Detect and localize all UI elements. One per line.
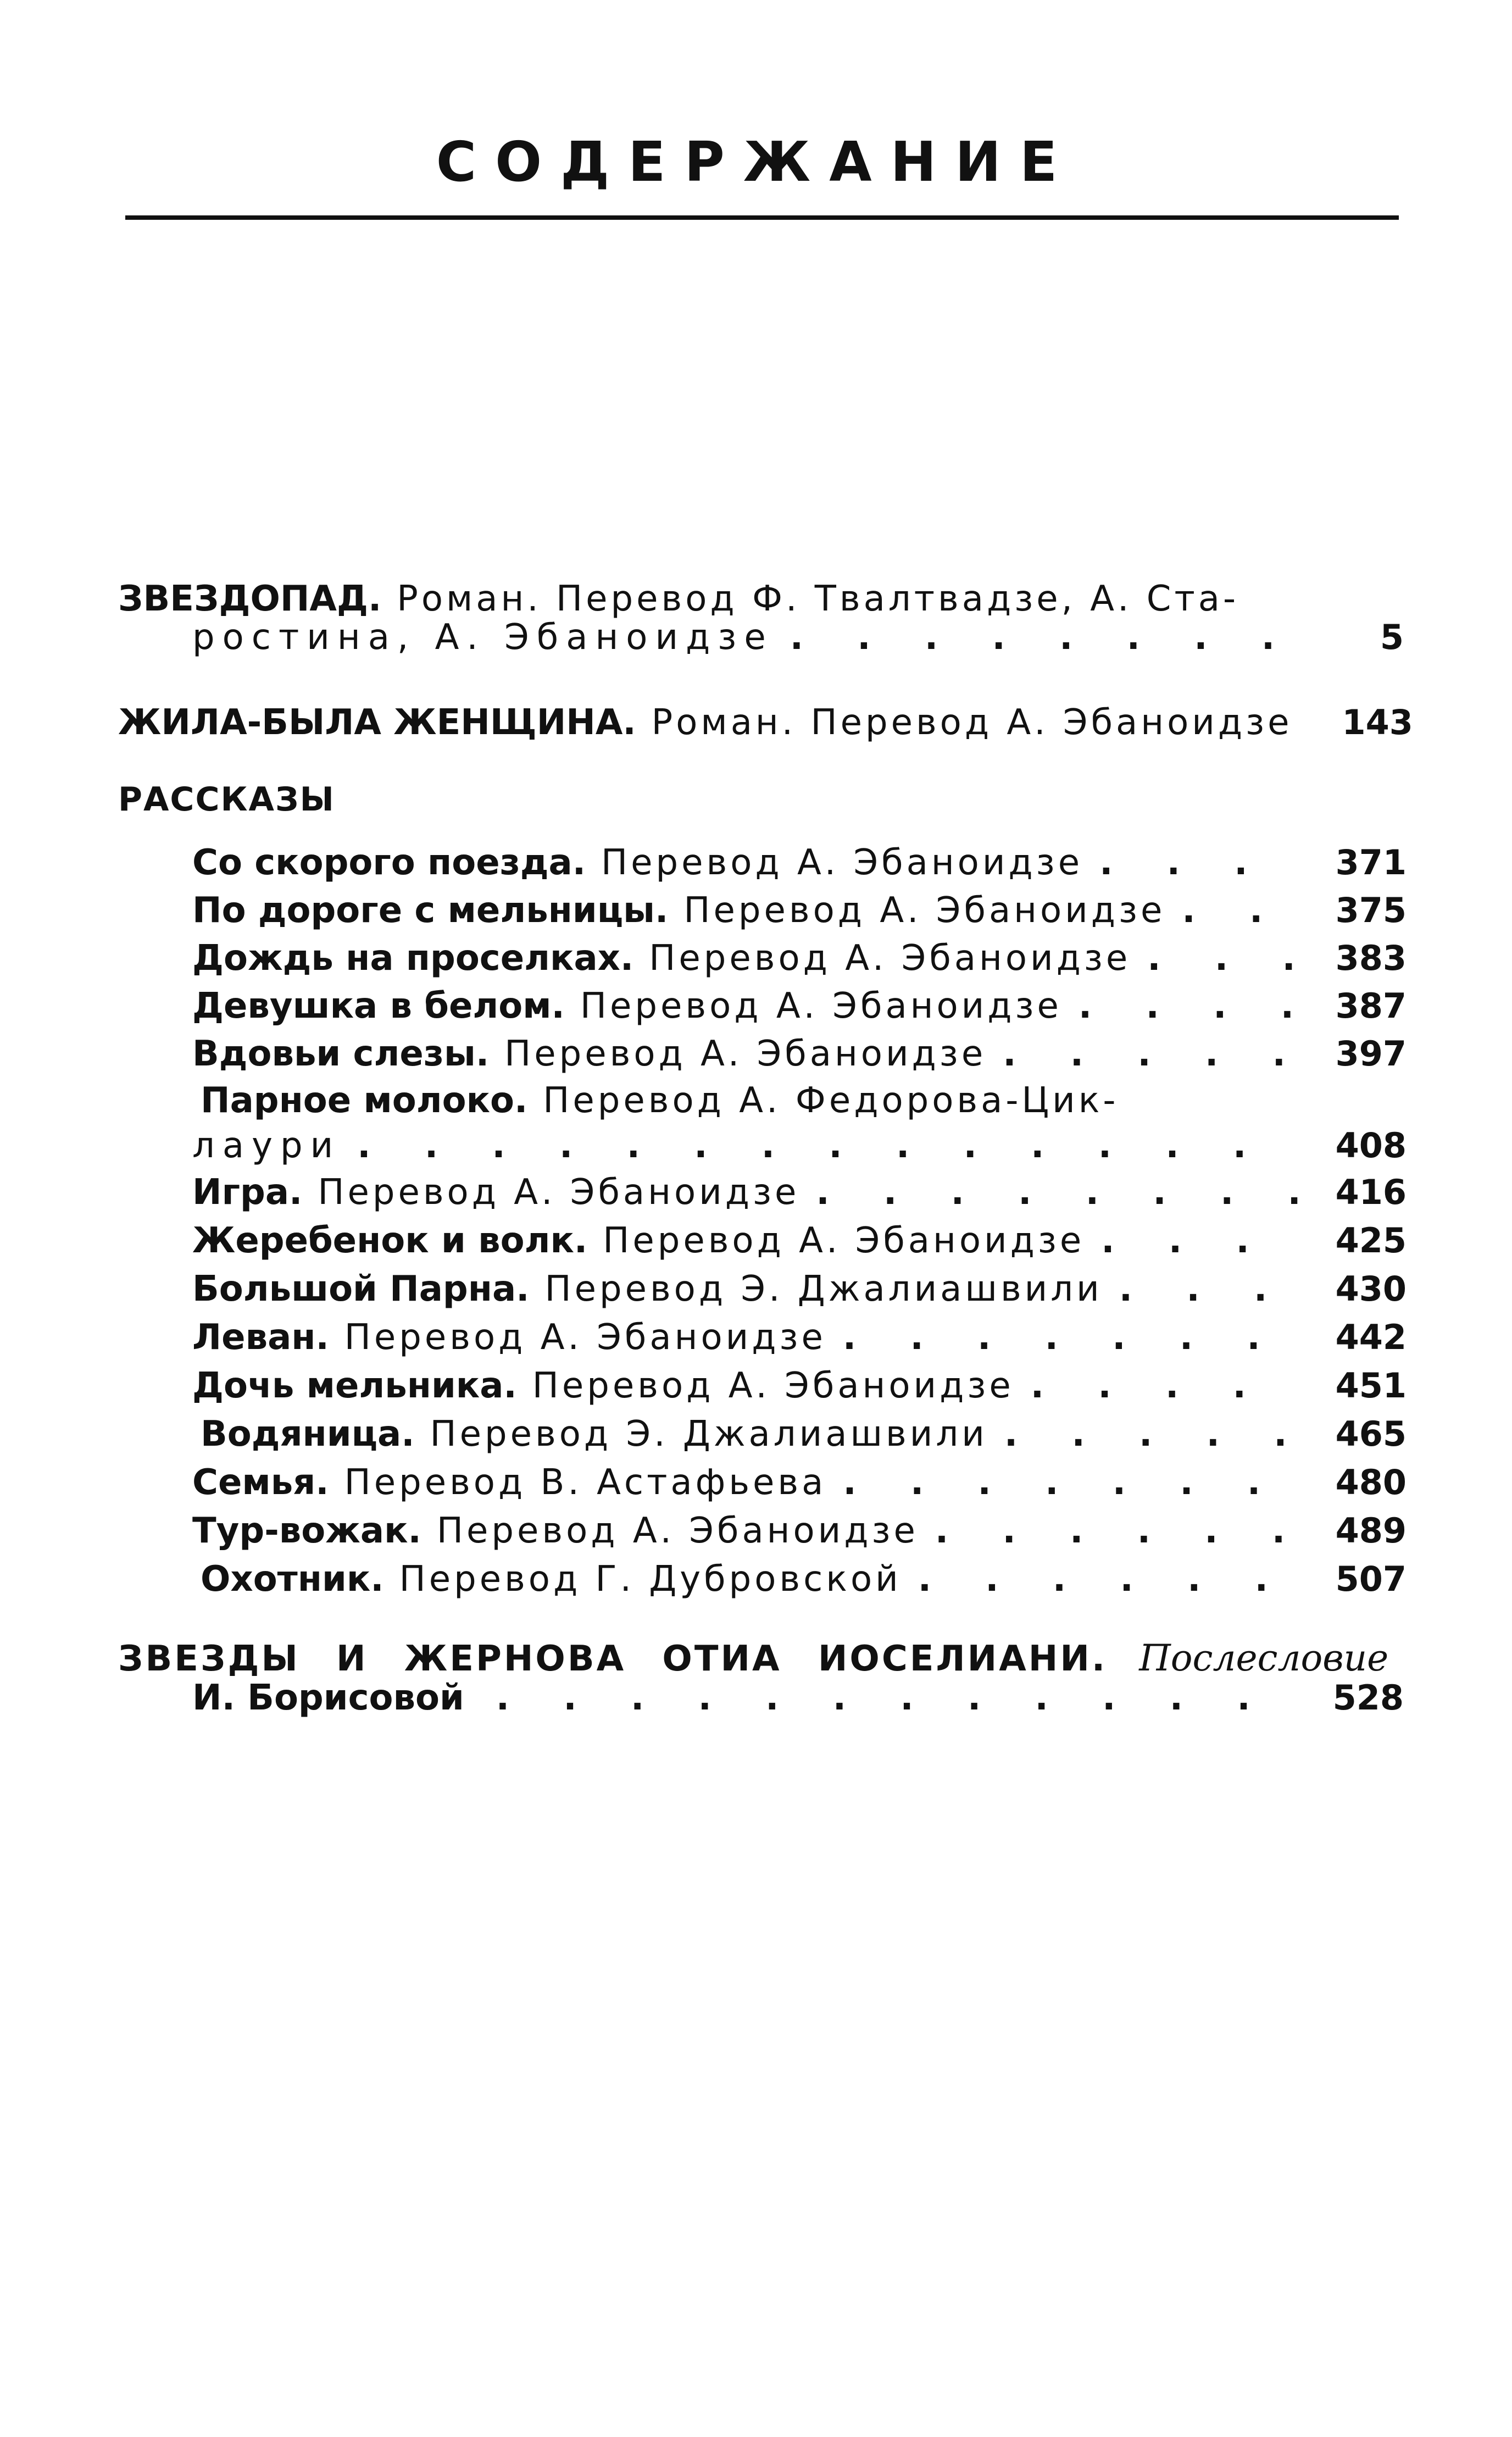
leader-dots [1031,1358,1303,1413]
story-translator: Перевод А. Эбаноидзе [318,1172,800,1213]
story-title: Игра. [192,1172,303,1213]
entry-text: Роман. Перевод Ф. Твалтвадзе, А. Ста- [397,579,1239,619]
leader-dots [816,1165,1302,1220]
toc-story[interactable] [192,835,1407,890]
page-number: 143 [1342,702,1413,742]
page-number: 528 [1332,1678,1404,1718]
entry-genre: Послесловие [1139,1637,1389,1679]
story-translator: Перевод А. Эбаноидзе [532,1365,1014,1406]
leader-dots [1099,835,1303,890]
entry-text: ростина, А. Эбаноидзе [192,617,774,658]
story-translator: Перевод А. Эбаноидзе [601,842,1083,883]
page-number: 416 [1335,1172,1407,1212]
leader-dots [918,1552,1303,1607]
story-title: По дороге с мельницы. [192,890,669,931]
page-number: 489 [1335,1511,1407,1551]
story-translator: Перевод А. Эбаноидзе [603,1220,1085,1261]
leader-dots [1004,1407,1303,1462]
page-title: СОДЕРЖАНИЕ [436,130,1076,194]
story-translator: Перевод В. Астафьева [344,1462,827,1503]
entry-title: ЖИЛА-БЫЛА ЖЕНЩИНА. [118,702,636,743]
leader-dots [790,610,1316,665]
story-translator: Перевод А. Эбаноидзе [504,1034,987,1074]
story-translator: лаури [192,1125,341,1166]
story-title: Со скорого поезда. [192,842,586,883]
toc-story[interactable] [192,883,1407,938]
story-title: Тур-вожак. [192,1511,421,1551]
toc-entry-afterword-cont[interactable] [192,1670,1404,1725]
toc-story[interactable] [192,1455,1407,1510]
story-translator: Перевод А. Эбаноидзе [580,986,1062,1026]
toc-story[interactable] [201,1407,1407,1462]
leader-dots [1101,1213,1302,1268]
page-number: 5 [1380,617,1404,657]
story-title: Семья. [192,1462,329,1503]
story-title: Дочь мельника. [192,1365,517,1406]
story-translator: Перевод А. Эбаноидзе [649,938,1131,979]
entry-title: ЗВЕЗДЫ И ЖЕРНОВА ОТИА ИОСЕЛИАНИ. [118,1639,1108,1679]
story-title: Дождь на проселках. [192,938,634,979]
page-number: 465 [1335,1414,1407,1454]
story-title: Большой Парна. [192,1269,530,1309]
toc-story[interactable] [192,1165,1407,1220]
story-translator: Перевод А. Эбаноидзе [436,1511,919,1551]
page-number: 507 [1335,1559,1407,1599]
toc-story[interactable] [192,1358,1407,1413]
story-title: Леван. [192,1317,329,1358]
leader-dots [843,1455,1302,1510]
page-number: 408 [1335,1125,1407,1165]
story-title: Вдовьи слезы. [192,1034,490,1074]
story-translator: Перевод Г. Дубровской [399,1559,902,1600]
story-translator: Перевод Э. Джалиашвили [544,1269,1103,1309]
leader-dots [496,1670,1300,1725]
leader-dots [1119,1262,1303,1317]
story-translator: Перевод А. Эбаноидзе [344,1317,826,1358]
toc-story[interactable] [201,1552,1407,1607]
leader-dots [935,1503,1303,1558]
toc-story[interactable] [192,1262,1407,1317]
toc-story[interactable] [192,979,1407,1034]
entry-title: ЗВЕЗДОПАД. [118,579,382,619]
page-number: 371 [1335,842,1407,882]
leader-dots [843,1310,1303,1365]
page-number: 430 [1335,1269,1407,1309]
page-number: 387 [1335,986,1407,1026]
story-title: Парное молоко. [201,1080,528,1121]
story-translator: Перевод А. Федорова-Цик- [543,1080,1119,1121]
section-heading: РАССКАЗЫ [118,780,335,819]
leader-dots [1182,883,1302,938]
story-title: Водяница. [201,1414,415,1455]
story-title: Жеребенок и волк. [192,1220,588,1261]
page-number: 397 [1335,1034,1407,1074]
leader-dots [1079,979,1303,1034]
page-number: 442 [1335,1317,1407,1357]
toc-story[interactable] [192,1503,1407,1558]
page-number: 425 [1335,1220,1407,1261]
leader-dots [1147,931,1302,986]
page-number: 383 [1335,938,1407,978]
story-title: Охотник. [201,1559,384,1600]
toc-story[interactable] [192,931,1407,986]
entry-author: И. Борисовой [192,1678,464,1718]
entry-text: Роман. Перевод А. Эбаноидзе [651,702,1293,743]
story-translator: Перевод А. Эбаноидзе [683,890,1166,931]
story-translator: Перевод Э. Джалиашвили [430,1414,988,1455]
toc-story[interactable] [192,1213,1407,1268]
toc-story[interactable] [192,1310,1407,1365]
toc-entry-zvezdopad-cont[interactable] [192,610,1404,665]
page-number: 480 [1335,1462,1407,1502]
toc-entry-zhila-byla[interactable] [118,695,1413,750]
page-number: 375 [1335,890,1407,930]
story-title: Девушка в белом. [192,986,565,1026]
page-number: 451 [1335,1365,1407,1406]
